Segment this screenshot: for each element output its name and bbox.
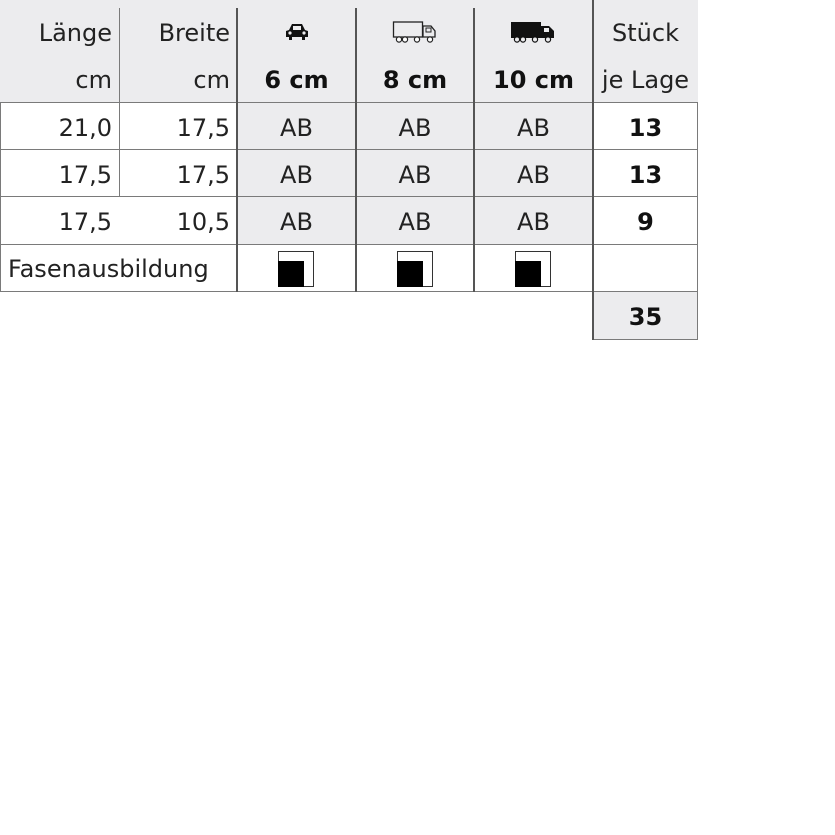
fasenausbildung-label: Fasenausbildung — [8, 255, 209, 283]
row2-c3: AB — [517, 161, 550, 189]
truck-outline-icon — [392, 20, 438, 44]
row1-c1: AB — [280, 114, 313, 142]
vline-left — [0, 102, 1, 292]
vline-laenge — [119, 8, 120, 196]
header-breite-unit: cm — [193, 66, 230, 94]
hline-total-bottom — [593, 339, 698, 340]
row1-c3: AB — [517, 114, 550, 142]
header-thickness-6: 6 cm — [264, 66, 329, 94]
vline-8 — [473, 8, 475, 292]
chamfer-icon-10 — [515, 251, 551, 287]
row1-breite: 17,5 — [176, 114, 230, 142]
row1-c2: AB — [398, 114, 432, 142]
row3-laenge: 17,5 — [58, 208, 112, 236]
row1-laenge: 21,0 — [58, 114, 112, 142]
row3-breite: 10,5 — [176, 208, 230, 236]
total-stueck: 35 — [628, 303, 663, 331]
chamfer-icon-6 — [278, 251, 314, 287]
row2-c1: AB — [280, 161, 313, 189]
row2-breite: 17,5 — [176, 161, 230, 189]
vline-breite — [236, 8, 238, 292]
row3-c1: AB — [280, 208, 313, 236]
row2-stueck: 13 — [628, 161, 663, 189]
vline-right — [697, 102, 698, 340]
row3-c2: AB — [398, 208, 432, 236]
row2-laenge: 17,5 — [58, 161, 112, 189]
row3-c3: AB — [517, 208, 550, 236]
row3-stueck: 9 — [637, 208, 654, 236]
header-thickness-8: 8 cm — [382, 66, 448, 94]
header-laenge-unit: cm — [75, 66, 112, 94]
vline-6 — [355, 8, 357, 292]
header-stueck: Stück — [612, 19, 679, 47]
car-icon — [284, 22, 310, 42]
chamfer-icon-8 — [397, 251, 433, 287]
truck-filled-icon — [510, 20, 556, 44]
header-thickness-10: 10 cm — [493, 66, 574, 94]
vline-10 — [592, 0, 594, 340]
header-laenge: Länge — [38, 19, 112, 47]
row2-c2: AB — [398, 161, 432, 189]
row1-stueck: 13 — [628, 114, 663, 142]
header-breite: Breite — [158, 19, 230, 47]
header-je-lage: je Lage — [601, 66, 690, 94]
